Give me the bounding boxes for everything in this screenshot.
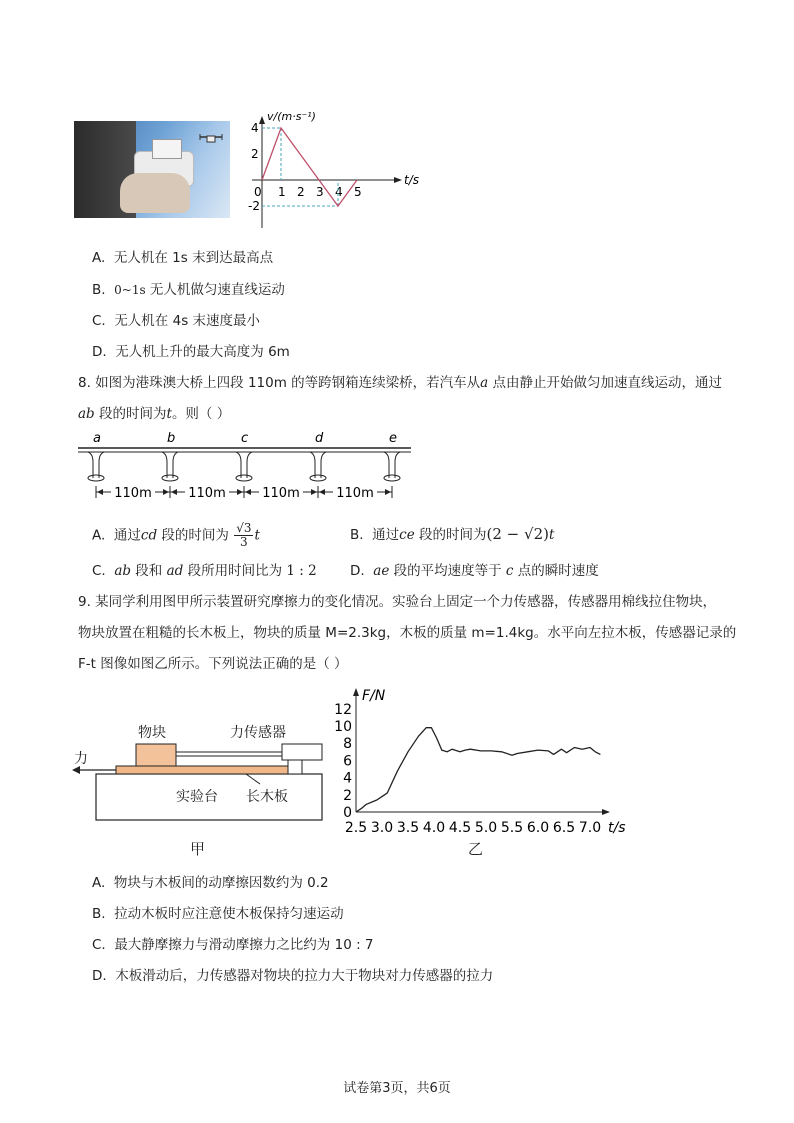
- pier: [247, 452, 252, 478]
- x-tick-label: 3.0: [370, 820, 394, 836]
- pier: [99, 452, 104, 478]
- span-label: 110m: [336, 486, 374, 501]
- dim-arrow-icon: [237, 489, 243, 495]
- x-tick-label: 7.0: [578, 820, 602, 836]
- pier: [173, 452, 178, 478]
- pier: [310, 452, 315, 478]
- pier-label: d: [315, 431, 324, 446]
- x-axis-label: t/s: [404, 173, 419, 187]
- dim-arrow-icon: [97, 489, 103, 495]
- pier-label: b: [167, 431, 176, 446]
- drone-icon: [196, 129, 226, 153]
- x-tick-label: 4.0: [422, 820, 446, 836]
- force-sensor: [282, 744, 322, 760]
- y-tick-label: 4: [251, 121, 259, 135]
- y-axis-label: F/N: [362, 688, 386, 704]
- dim-arrow-icon: [171, 489, 177, 495]
- label-force: 力: [74, 751, 88, 767]
- q8-option-b: B. 通过ce 段的时间为(2 − √2)t: [350, 525, 555, 543]
- pier-base: [310, 475, 326, 481]
- q9-option-c: C. 最大静摩擦力与滑动摩擦力之比约为 10 : 7: [92, 937, 374, 953]
- q7-option-d: D. 无人机上升的最大高度为 6m: [92, 344, 290, 360]
- pier-label: c: [241, 431, 249, 446]
- label-force-sensor: 力传感器: [230, 725, 286, 741]
- q8-stem-line1: 8. 如图为港珠澳大桥上四段 110m 的等跨钢箱连续梁桥，若汽车从a 点由静止开始做匀加速直线运动，通过: [78, 375, 723, 391]
- q9-option-b: B. 拉动木板时应注意使木板保持匀速运动: [92, 906, 344, 922]
- dim-arrow-icon: [163, 489, 169, 495]
- velocity-line: [262, 128, 357, 206]
- q7-option-a: A. 无人机在 1s 末到达最高点: [92, 250, 274, 266]
- x-axis-arrow-icon: [394, 177, 402, 183]
- page-footer: 试卷第3页，共6页: [343, 1081, 451, 1096]
- pier-label: a: [93, 431, 101, 446]
- pier-base: [88, 475, 104, 481]
- q7-option-b: B. 0~1s 无人机做匀速直线运动: [92, 282, 285, 298]
- force-time-chart: [336, 686, 636, 836]
- x-axis-label: t/s: [608, 820, 626, 836]
- pier: [162, 452, 167, 478]
- label-lab-table: 实验台: [176, 789, 218, 805]
- y-tick-label: 8: [343, 736, 352, 753]
- q8-stem-line2: ab 段的时间为t。则（ ）: [78, 406, 231, 422]
- x-tick-label: 2: [297, 185, 305, 199]
- y-tick-label: 2: [251, 147, 259, 161]
- label-long-board: 长木板: [246, 789, 288, 805]
- x-tick-label: 5.0: [474, 820, 498, 836]
- origin-label: 0: [254, 185, 262, 199]
- q9-stem-line2: 物块放置在粗糙的长木板上，物块的质量 M=2.3kg，木板的质量 m=1.4kg。水平向左拉木板，传感器记录的: [78, 625, 737, 641]
- pier: [88, 452, 93, 478]
- y-axis-label: v/(m·s⁻¹): [267, 110, 316, 123]
- caption-jia: 甲: [190, 840, 206, 858]
- q8-option-a: A. 通过cd 段的时间为 $\frac{√3}{3}$ t: [92, 521, 260, 549]
- q8-option-c: C. ab 段和 ad 段所用时间比为 1 : 2: [92, 563, 317, 579]
- long-board: [116, 766, 290, 774]
- y-axis-arrow-icon: [353, 688, 359, 696]
- pier-base: [384, 475, 400, 481]
- x-tick-label: 5.5: [500, 820, 524, 836]
- dim-arrow-icon: [319, 489, 325, 495]
- q7-option-c: C. 无人机在 4s 末速度最小: [92, 313, 261, 329]
- dim-arrow-icon: [245, 489, 251, 495]
- drone-photo: [74, 121, 230, 218]
- span-label: 110m: [262, 486, 300, 501]
- y-axis-arrow-icon: [259, 116, 265, 124]
- pier-base: [236, 475, 252, 481]
- pier: [236, 452, 241, 478]
- y-tick-label: 2: [343, 787, 352, 804]
- x-tick-label: 3.5: [396, 820, 420, 836]
- dim-arrow-icon: [311, 489, 317, 495]
- q8-option-d: D. ae 段的平均速度等于 c 点的瞬时速度: [350, 563, 599, 579]
- span-label: 110m: [114, 486, 152, 501]
- force-curve: [356, 728, 600, 812]
- y-tick-label: 4: [343, 770, 352, 787]
- x-tick-label: 4.5: [448, 820, 472, 836]
- x-tick-label: 3: [316, 185, 324, 199]
- pier-label: e: [389, 431, 397, 446]
- q9-stem-line3: F-t 图像如图乙所示。下列说法正确的是（ ）: [78, 656, 348, 672]
- velocity-time-chart: [248, 106, 428, 230]
- y-tick-label: 10: [334, 719, 352, 735]
- x-tick-label: 5: [354, 185, 362, 199]
- x-tick-label: 4: [335, 185, 343, 199]
- label-block: 物块: [138, 725, 166, 741]
- x-tick-label: 6.5: [552, 820, 576, 836]
- y-tick-label: -2: [248, 199, 260, 213]
- q9-stem-line1: 9. 某同学利用图甲所示装置研究摩擦力的变化情况。实验台上固定一个力传感器，传感器用棉线拉住物块，: [78, 594, 717, 610]
- block: [136, 744, 176, 766]
- y-tick-label: 6: [343, 753, 352, 770]
- bridge-diagram: [76, 430, 416, 512]
- dim-arrow-icon: [385, 489, 391, 495]
- x-tick-label: 6.0: [526, 820, 550, 836]
- pier: [384, 452, 389, 478]
- y-tick-label: 12: [334, 701, 352, 718]
- caption-yi: 乙: [468, 840, 484, 858]
- x-axis-arrow-icon: [602, 809, 610, 815]
- q9-option-a: A. 物块与木板间的动摩擦因数约为 0.2: [92, 875, 329, 891]
- x-tick-label: 1: [278, 185, 286, 199]
- pier-base: [162, 475, 178, 481]
- q9-option-d: D. 木板滑动后，力传感器对物块的拉力大于物块对力传感器的拉力: [92, 968, 494, 984]
- y-tick-label: 0: [343, 805, 352, 821]
- pier: [395, 452, 400, 478]
- pier: [321, 452, 326, 478]
- x-tick-label: 2.5: [344, 820, 368, 836]
- span-label: 110m: [188, 486, 226, 501]
